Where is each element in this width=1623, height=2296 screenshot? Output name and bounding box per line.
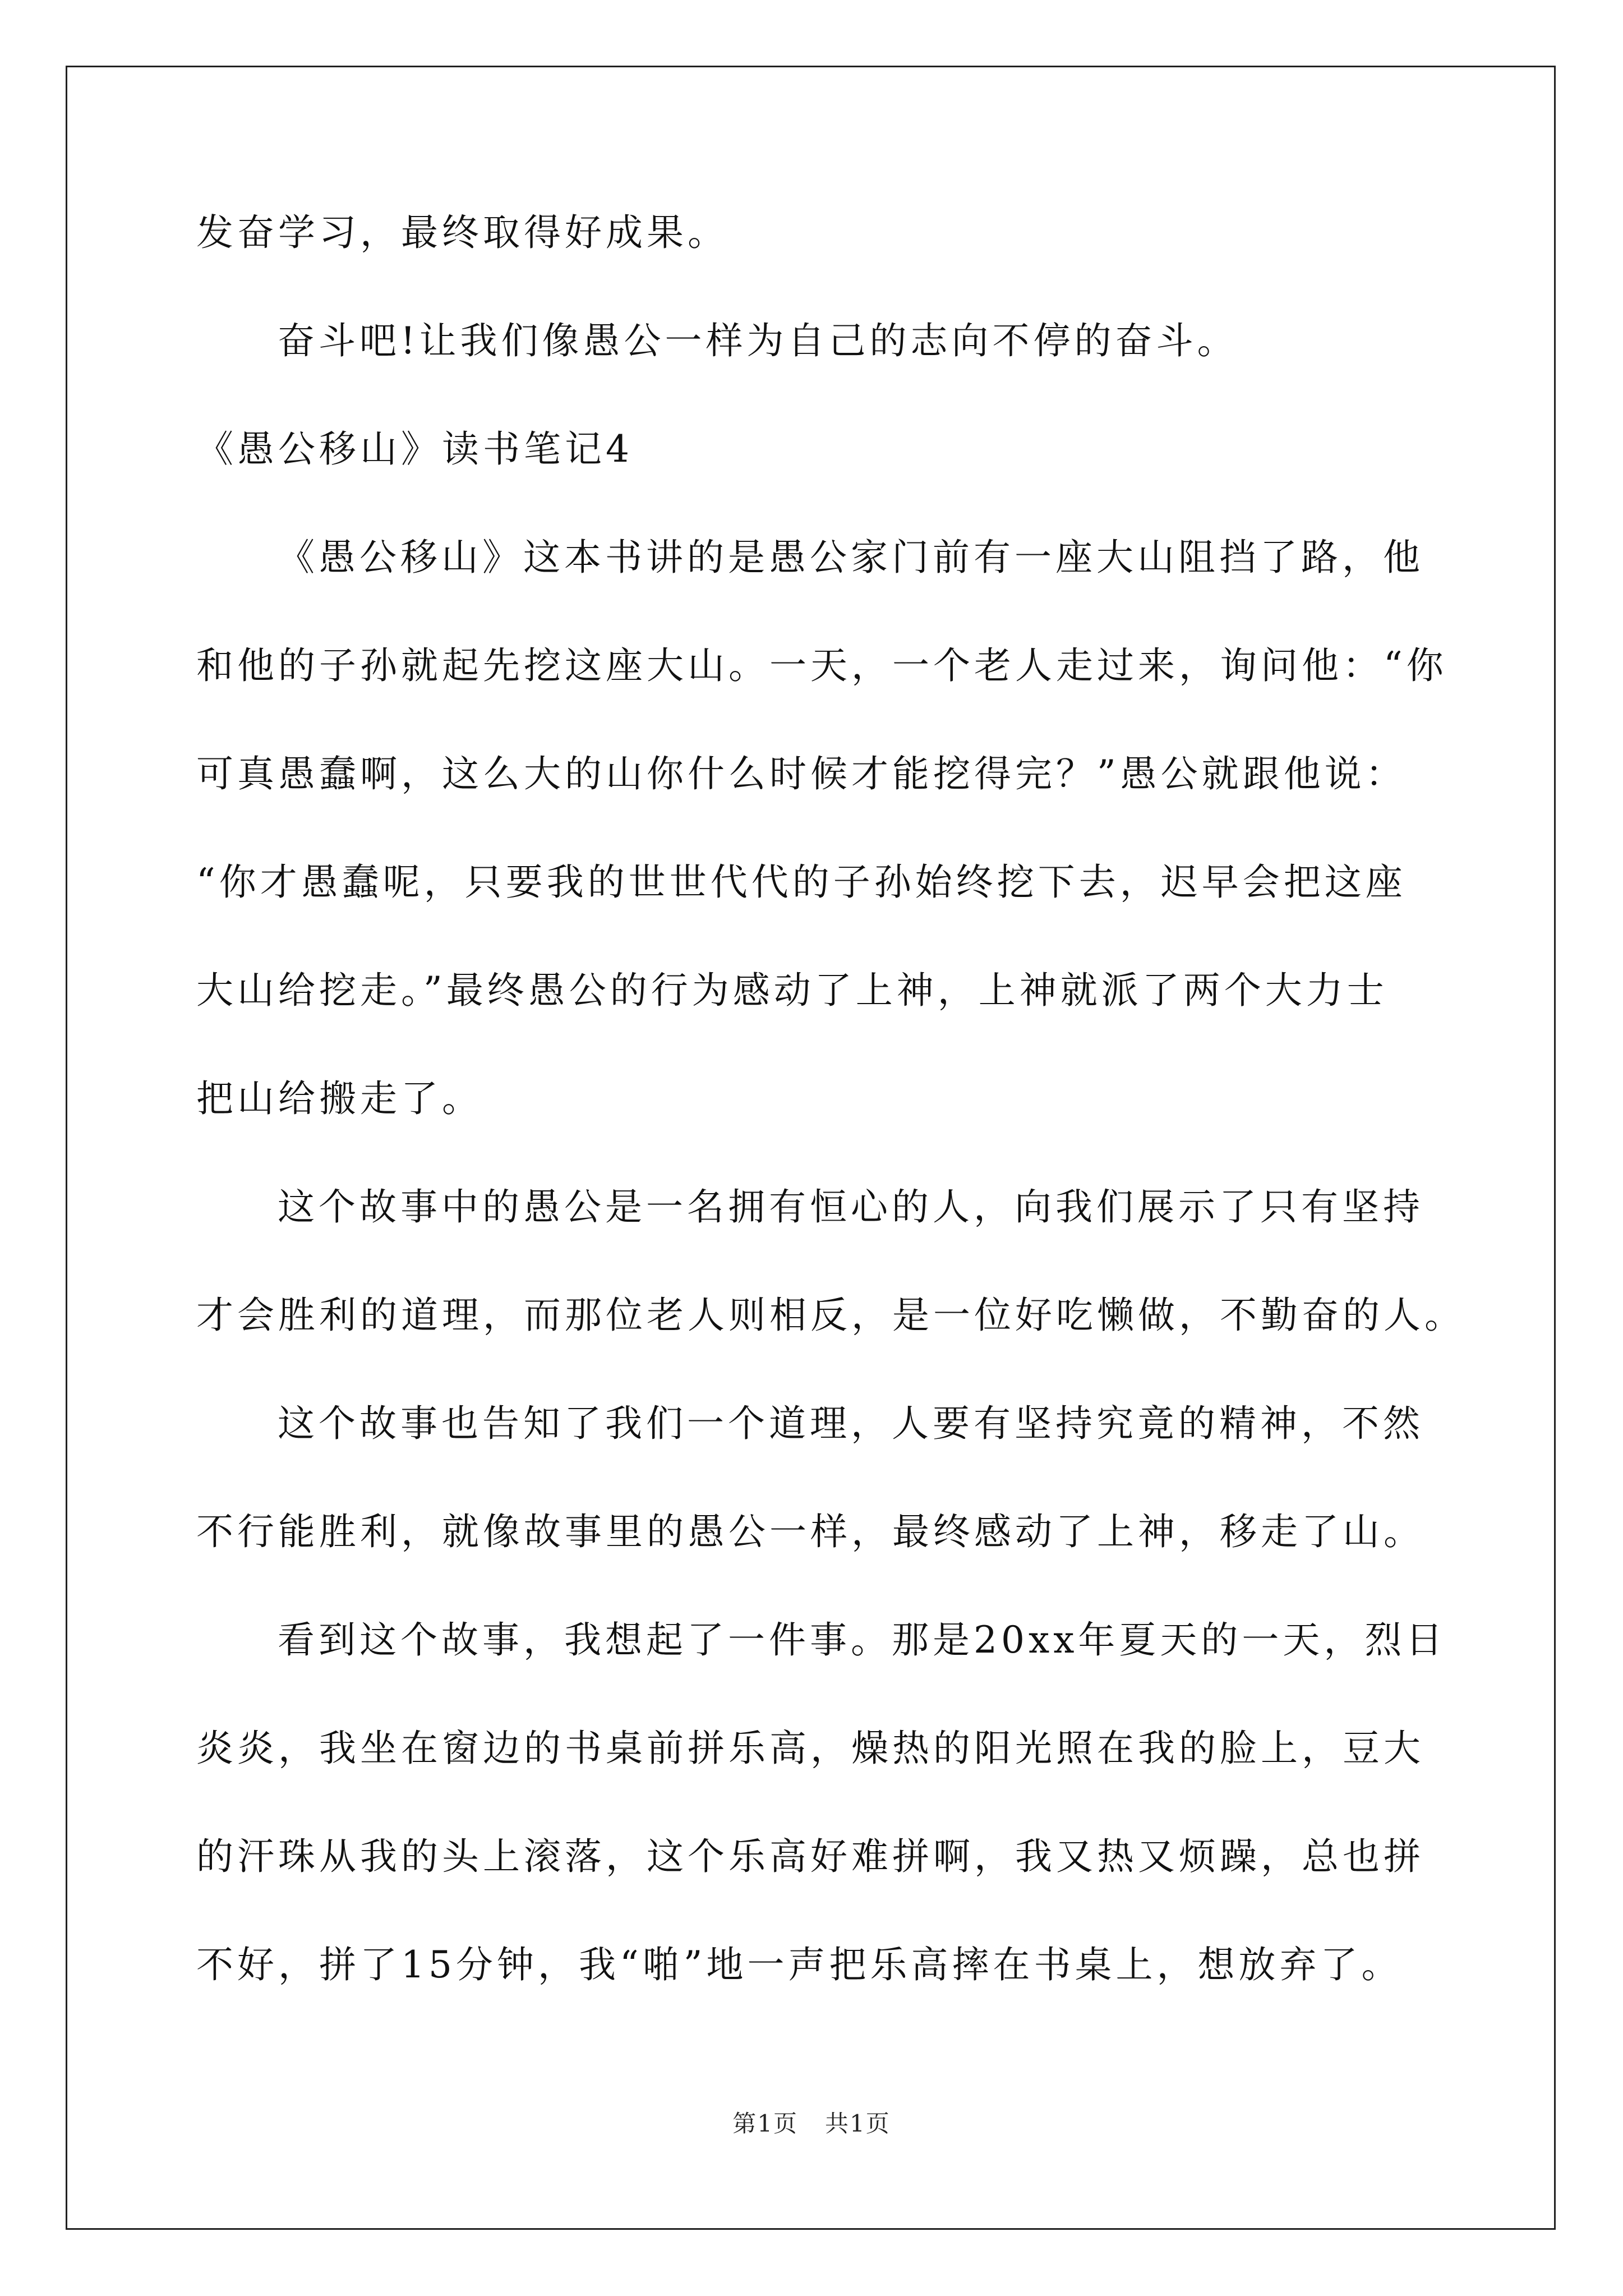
text-line: 和他的子孙就起先挖这座大山。一天，一个老人走过来，询问他：“你 bbox=[196, 644, 1447, 687]
text-line: 大山给挖走。”最终愚公的行为感动了上神，上神就派了两个大力士 bbox=[196, 969, 1388, 1012]
text-line: 发奋学习，最终取得好成果。 bbox=[196, 211, 728, 254]
section-heading: 《愚公移山》读书笔记4 bbox=[196, 427, 633, 471]
text-line: 可真愚蠢啊，这么大的山你什么时候才能挖得完？”愚公就跟他说： bbox=[196, 752, 1407, 795]
text-line: 奋斗吧!让我们像愚公一样为自己的志向不停的奋斗。 bbox=[278, 319, 1238, 362]
text-line: 炎炎，我坐在窗边的书桌前拼乐高，燥热的阳光照在我的脸上，豆大 bbox=[196, 1727, 1424, 1770]
text-line: 《愚公移山》这本书讲的是愚公家门前有一座大山阻挡了路，他 bbox=[278, 536, 1424, 579]
text-line: 不好，拼了15分钟，我“啪”地一声把乐高摔在书桌上，想放弃了。 bbox=[196, 1943, 1403, 1986]
text-line: 看到这个故事，我想起了一件事。那是20xx年夏天的一天，烈日 bbox=[278, 1618, 1447, 1662]
page-footer bbox=[0, 2110, 1623, 2137]
text-line: 把山给搬走了。 bbox=[196, 1077, 483, 1120]
text-line: 这个故事也告知了我们一个道理，人要有坚持究竟的精神，不然 bbox=[278, 1402, 1424, 1445]
page-number: 第1页 bbox=[732, 2110, 798, 2137]
text-line: 不行能胜利，就像故事里的愚公一样，最终感动了上神，移走了山。 bbox=[196, 1510, 1424, 1553]
text-line: “你才愚蠢呢，只要我的世世代代的子孙始终挖下去，迟早会把这座 bbox=[196, 861, 1407, 904]
text-line: 才会胜利的道理，而那位老人则相反，是一位好吃懒做，不勤奋的人。 bbox=[196, 1294, 1465, 1337]
text-line: 的汗珠从我的头上滚落，这个乐高好难拼啊，我又热又烦躁，总也拼 bbox=[196, 1835, 1424, 1878]
page-total: 共1页 bbox=[825, 2110, 891, 2137]
text-line: 这个故事中的愚公是一名拥有恒心的人，向我们展示了只有坚持 bbox=[278, 1185, 1424, 1228]
document-body bbox=[196, 211, 1465, 2054]
